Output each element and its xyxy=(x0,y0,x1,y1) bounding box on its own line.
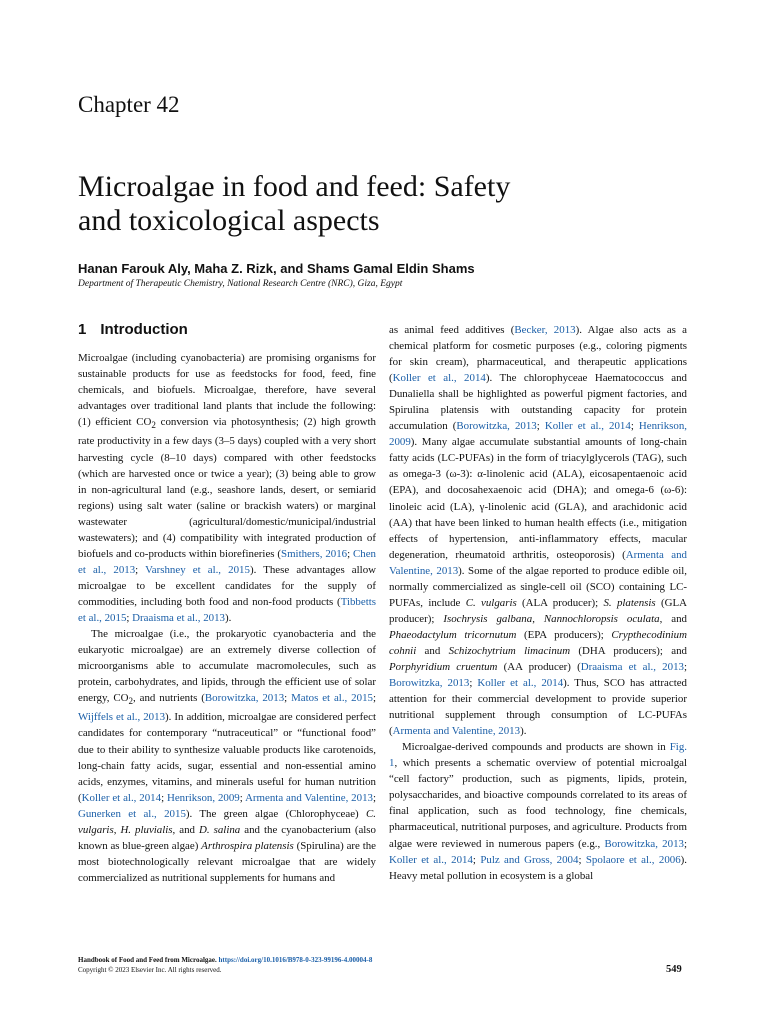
text-run: , which presents a schematic overview of potential microalgal “cell factory” production, such as pigments, lipids, protein, polysaccharides, and bioactive compounds correlated to its areas of final application, such as food technology, fine chemicals, pharmaceutical, nutritional purposes, and agriculture. Products from algae were reviewed in numerous papers (e.g., xyxy=(389,757,687,850)
text-run: ). Many algae accumulate substantial amounts of long-chain fatty acids (LC-PUFAs) in the form of triacylglycerols (TAG), such as omega-3 (ω-3): α-linolenic acid (ALA), eicosapentaenoic acid (EPA), and docosahexaenoic acid (DHA); and omega-6 (ω-6): linoleic acid (LA), γ-linolenic acid (GLA), and arachidonic acid (AA) that have been linked to human health effects (i.e., mitigation effects of hypertension, anti-inflammatory effects, macular degeneration, rheumatoid arthritis, osteoporosis) ( xyxy=(389,436,687,561)
book-title: Handbook of Food and Feed from Microalgae. xyxy=(78,956,217,964)
species-name: S. platensis xyxy=(603,596,656,609)
species-name: Phaeodactylum tricornutum xyxy=(389,628,517,641)
paragraph-3 xyxy=(389,322,687,739)
text-run: and the cyanobacterium (also known as blue-green algae) xyxy=(78,823,376,852)
subscript: 2 xyxy=(128,696,134,707)
citation-link[interactable]: Smithers, 2016 xyxy=(281,547,348,560)
text-run: ; xyxy=(469,677,478,690)
text-run: ; xyxy=(161,791,167,804)
text-run: , xyxy=(113,823,121,836)
citation-link[interactable]: Koller et al., 2014 xyxy=(477,677,564,690)
section-number: 1 xyxy=(78,321,87,338)
text-run: ; xyxy=(683,837,687,850)
citation-link[interactable]: Armenta and Valentine, 2013 xyxy=(392,725,521,738)
species-name: D. salina xyxy=(199,823,241,836)
title-line-2: and toxicological aspects xyxy=(78,204,380,237)
citation-link[interactable]: Chen et al., 2013 xyxy=(78,547,377,576)
text-run: The microalgae (i.e., the prokaryotic cyanobacteria and the eukaryotic microalgae) are an extremely diverse collection of microorganisms able to accumulate macromolecules, such as protein, carbohydrates, and lipids, through the efficient use of solar energy, CO xyxy=(78,628,376,705)
text-run: Microalgae (including cyanobacteria) are promising organisms for sustainable products for use as feedstocks for food, feed, fine chemicals, and biofuels. Microalgae, therefore, have several advantages over traditional land plants that include the following: (1) efficient CO xyxy=(78,352,376,429)
affiliation: Department of Therapeutic Chemistry, National Research Centre (NRC), Giza, Egypt xyxy=(78,279,403,289)
text-run: ; xyxy=(578,853,586,866)
text-run: ). The green algae (Chlorophyceae) xyxy=(185,807,367,820)
text-run: ). xyxy=(520,725,527,738)
text-run: ; xyxy=(372,692,376,705)
text-run: (GLA producer); xyxy=(389,596,688,625)
copyright-notice: Copyright © 2023 Elsevier Inc. All rights reserved. xyxy=(78,966,222,974)
species-name: C. vulgaris xyxy=(465,596,517,609)
figure-link[interactable]: Fig. 1 xyxy=(389,741,687,770)
citation-link[interactable]: Koller et al., 2014 xyxy=(81,791,162,804)
text-run: ; xyxy=(630,420,639,433)
text-run: as animal feed additives ( xyxy=(389,324,515,336)
text-run: , and nutrients ( xyxy=(133,692,205,705)
text-run: ; xyxy=(239,791,246,804)
citation-link[interactable]: Draaisma et al., 2013 xyxy=(580,660,684,673)
subscript: 2 xyxy=(151,420,156,431)
citation-link[interactable]: Varshney et al., 2015 xyxy=(145,563,250,576)
species-name: Porphyridium cruentum xyxy=(389,660,498,673)
title-line-1: Microalgae in food and feed: Safety xyxy=(78,170,511,203)
doi-link[interactable]: https://doi.org/10.1016/B978-0-323-99196-4.00004-8 xyxy=(218,956,373,964)
species-name: Crypthecodinium cohnii xyxy=(389,628,687,657)
text-run: ). Heavy metal pollution in ecosystem is a global xyxy=(389,853,688,882)
citation-link[interactable]: Becker, 2013 xyxy=(514,324,576,336)
section-title: Introduction xyxy=(100,321,188,338)
text-run: , xyxy=(532,612,544,625)
citation-link[interactable]: Koller et al., 2014 xyxy=(389,853,473,866)
paragraph-4 xyxy=(389,739,687,883)
citation-link[interactable]: Gunerken et al., 2015 xyxy=(78,807,186,820)
citation-link[interactable]: Henrikson, 2009 xyxy=(166,791,240,804)
text-run: ). These advantages allow microalgae to be excellent candidates for the supply of commodities, including both food and non-food products ( xyxy=(78,563,376,608)
text-run: ; xyxy=(284,692,292,705)
text-run: Microalgae-derived compounds and products are shown in xyxy=(402,741,670,754)
citation-link[interactable]: Borowitzka, 2013 xyxy=(389,677,470,690)
text-run: ). In addition, microalgae are considered perfect candidates for contemporary “nutraceutical” or “functional food” due to their ability to synthesize valuable products like carotenoids, long-chain fatty acids, sugar, essential and non-essential amino acids, enzymes, vitamins, and minerals useful for human nutrition ( xyxy=(78,711,376,804)
citation-link[interactable]: Pulz and Gross, 2004 xyxy=(480,853,579,866)
citation-link[interactable]: Koller et al., 2014 xyxy=(392,372,486,385)
text-run: ; xyxy=(536,420,545,433)
page-number: 549 xyxy=(666,964,682,975)
citation-link[interactable]: Borowitzka, 2013 xyxy=(604,837,684,850)
citation-link[interactable]: Spolaore et al., 2006 xyxy=(585,853,681,866)
page-footer xyxy=(78,955,372,975)
citation-link[interactable]: Matos et al., 2015 xyxy=(291,692,373,705)
text-run: ; xyxy=(683,660,687,673)
text-run: , and xyxy=(172,823,200,836)
text-run: (ALA producer); xyxy=(516,596,604,609)
species-name: Nannochloropsis oculata xyxy=(543,612,660,625)
citation-link[interactable]: Henrikson, 2009 xyxy=(389,420,687,449)
citation-link[interactable]: Koller et al., 2014 xyxy=(544,420,631,433)
text-run: ; xyxy=(472,853,481,866)
text-run: ). The chlorophyceae Haematococcus and Dunaliella shall be highlighted as powerful pigment factories, and Spirulina platensis with outstanding capacity for protein accumulation ( xyxy=(389,372,687,433)
paragraph-1 xyxy=(78,350,376,626)
text-run: and xyxy=(416,644,449,657)
citation-link[interactable]: Tibbetts et al., 2015 xyxy=(78,595,376,624)
citation-link[interactable]: Borowitzka, 2013 xyxy=(456,420,537,433)
species-name: Arthrospira platensis xyxy=(201,839,294,852)
citation-link[interactable]: Armenta and Valentine, 2013 xyxy=(245,791,373,804)
text-run: conversion via photosynthesis; (2) high growth rate productivity in a few days (3–5 days) coupled with a very short harvesting cycle (8–10 days) compared with other feedstocks (which are harvested once or twice a year); (3) being able to grow in non-agricultural land (e.g., seashore lands, desert, or semiarid regions) using salt water (saline or brackish waters) or marginal wastewater (agricultural/domestic/municipal/industrial wastewaters); and (4) compatibility with integrated production of biofuels and co-products within biorefineries ( xyxy=(78,416,377,560)
chapter-label: Chapter 42 xyxy=(78,92,180,117)
paragraph-2 xyxy=(78,626,376,886)
citation-link[interactable]: Armenta and Valentine, 2013 xyxy=(389,548,687,577)
text-run: ; xyxy=(372,791,376,804)
citation-link[interactable]: Borowitzka, 2013 xyxy=(204,692,285,705)
text-run: ). xyxy=(225,611,232,624)
species-name: H. pluvialis xyxy=(120,823,173,836)
text-run: , and xyxy=(659,612,687,625)
left-column xyxy=(78,318,376,886)
text-run: (Spirulina) are the most biotechnologically relevant microalgae that are widely commercialized as nutritional supplements for humans and xyxy=(78,839,376,884)
citation-link[interactable]: Draaisma et al., 2013 xyxy=(132,611,225,624)
text-run: ; xyxy=(135,563,146,576)
text-run: ). Thus, SCO has attracted attention for their commercial development to provide superior nutritional supplement through consumption of LC-PUFAs ( xyxy=(389,677,687,738)
article-title xyxy=(78,170,678,238)
species-name: Schizochytrium limacinum xyxy=(448,644,571,657)
author-list: Hanan Farouk Aly, Maha Z. Rizk, and Shams Gamal Eldin Shams xyxy=(78,261,475,276)
species-name: C. vulgaris xyxy=(78,807,377,836)
species-name: Isochrysis galbana xyxy=(443,612,533,625)
text-run: (EPA producers); xyxy=(516,628,612,641)
text-run: ; xyxy=(347,547,354,560)
text-run: ; xyxy=(126,611,133,624)
text-run: ). Algae also acts as a chemical platform for cosmetic purposes (e.g., coloring pigments for skin cream), pharmaceutical, and therapeutic applications ( xyxy=(389,324,687,385)
text-run: ). Some of the algae reported to produce edible oil, normally commercialized as single-cell oil (SCO) containing LC-PUFAs, include xyxy=(389,564,687,609)
text-run: (AA producer) ( xyxy=(497,660,581,673)
citation-link[interactable]: Wijffels et al., 2013 xyxy=(78,711,166,724)
right-column xyxy=(389,322,687,884)
text-run: (DHA producers); and xyxy=(570,644,687,657)
section-heading xyxy=(78,322,376,338)
